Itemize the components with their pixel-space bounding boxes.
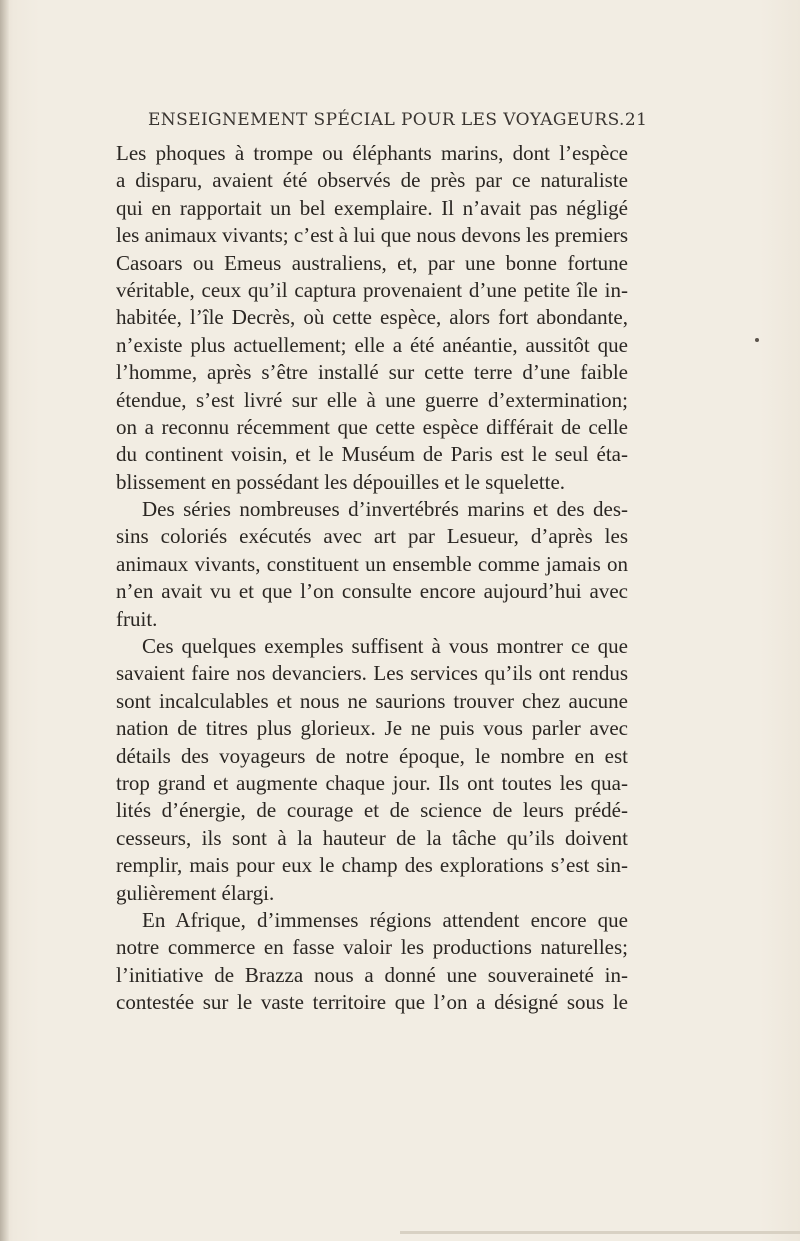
text-line: habitée, l’île Decrès, où cette espèce, alors fort abondante,: [116, 305, 628, 330]
text-line: n’en avait vu et que l’on consulte encore aujourd’hui avec: [116, 579, 628, 604]
paragraph-first-line: En Afrique, d’immenses régions attendent encore que: [142, 907, 628, 932]
text-line: détails des voyageurs de notre époque, le nombre en est: [116, 743, 628, 768]
text-line: lités d’énergie, de courage et de science de leurs prédé-: [116, 798, 628, 823]
text-line: nation de titres plus glorieux. Je ne puis vous parler avec: [116, 716, 628, 741]
paragraph-last-line: blissement en possédant les dépouilles et le squelette.: [116, 469, 566, 494]
text-line: les animaux vivants; c’est à lui que nous devons les premiers: [116, 223, 628, 248]
binding-edge: [0, 0, 9, 1241]
page-bottom-edge: [400, 1231, 800, 1234]
text-line: on a reconnu récemment que cette espèce différait de celle: [116, 414, 628, 439]
ink-speck: [755, 338, 759, 342]
text-line: contestée sur le vaste territoire que l’on a désigné sous le: [116, 990, 628, 1015]
text-line: l’initiative de Brazza nous a donné une souveraineté in-: [116, 962, 628, 987]
text-line: sins coloriés exécutés avec art par Lesueur, d’après les: [116, 524, 628, 549]
text-line: cesseurs, ils sont à la hauteur de la tâche qu’ils doivent: [116, 825, 628, 850]
running-head: [148, 110, 648, 130]
body-text: [116, 140, 628, 1017]
text-line: remplir, mais pour eux le champ des explorations s’est sin-: [116, 853, 628, 878]
text-line: animaux vivants, constituent un ensemble comme jamais on: [116, 551, 628, 576]
text-line: véritable, ceux qu’il captura provenaient d’une petite île in-: [116, 277, 628, 302]
page-number: 21: [624, 110, 648, 130]
text-line: trop grand et augmente chaque jour. Ils ont toutes les qua-: [116, 770, 628, 795]
text-line: notre commerce en fasse valoir les productions naturelles;: [116, 935, 628, 960]
paragraph-last-line: fruit.: [116, 606, 158, 631]
paragraph-first-line: Ces quelques exemples suffisent à vous montrer ce que: [142, 634, 628, 659]
text-line: étendue, s’est livré sur elle à une guerre d’extermination;: [116, 387, 628, 412]
text-line: du continent voisin, et le Muséum de Paris est le seul éta-: [116, 442, 628, 467]
text-line: n’existe plus actuellement; elle a été anéantie, aussitôt que: [116, 332, 628, 357]
text-line: Casoars ou Emeus australiens, et, par une bonne fortune: [116, 250, 628, 275]
text-line: l’homme, après s’être installé sur cette terre d’une faible: [116, 360, 628, 385]
paragraph-first-line: Des séries nombreuses d’invertébrés marins et des des-: [142, 497, 628, 522]
text-line: sont incalculables et nous ne saurions trouver chez aucune: [116, 688, 628, 713]
text-line: Les phoques à trompe ou éléphants marins, dont l’espèce: [116, 141, 628, 165]
text-line: savaient faire nos devanciers. Les services qu’ils ont rendus: [116, 661, 628, 686]
paragraph-last-line: gulièrement élargi.: [116, 880, 275, 905]
running-title: ENSEIGNEMENT SPÉCIAL POUR LES VOYAGEURS.: [148, 110, 625, 130]
text-line: qui en rapportait un bel exemplaire. Il n’avait pas négligé: [116, 195, 628, 220]
text-line: a disparu, avaient été observés de près par ce naturaliste: [116, 168, 628, 193]
